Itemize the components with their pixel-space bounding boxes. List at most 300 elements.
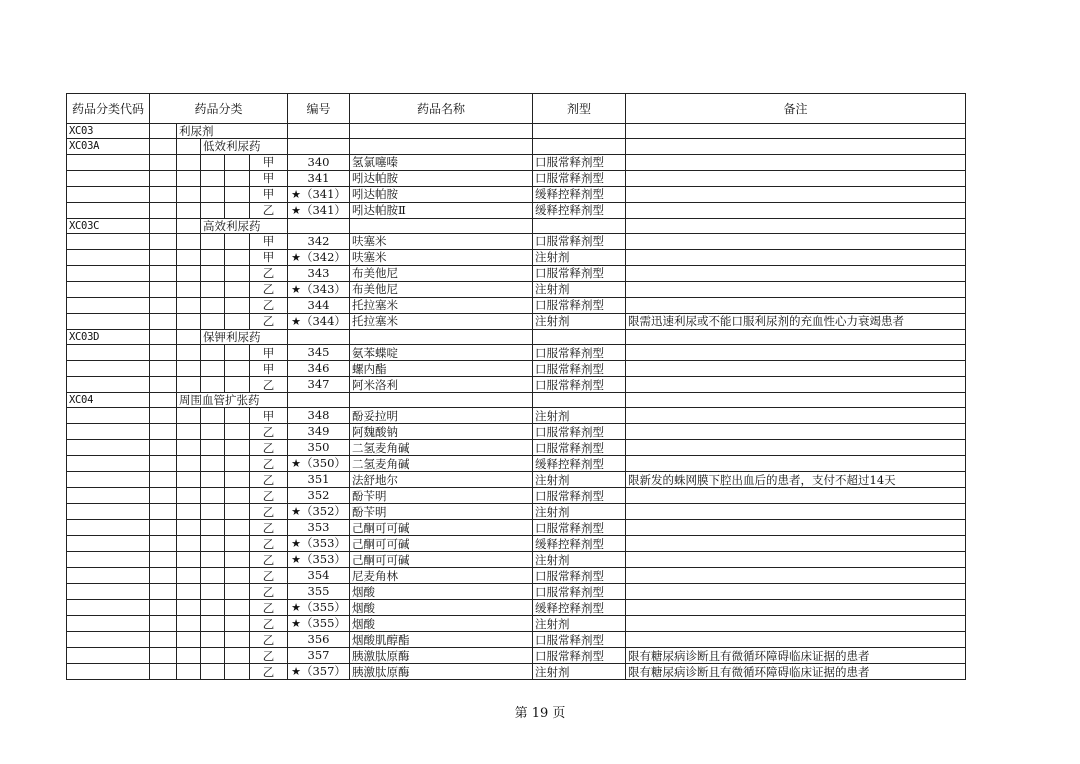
note-cell: 限有糖尿病诊断且有微循环障碍临床证据的患者 (626, 664, 966, 680)
indent-cell (225, 488, 250, 504)
number-cell (288, 186, 350, 202)
note-cell (626, 456, 966, 472)
indent-cell (225, 520, 250, 536)
drug-name: 吲达帕胺 (350, 186, 533, 202)
indent-cell (225, 472, 250, 488)
dosage-form: 注射剂 (533, 664, 626, 680)
form-cell (533, 124, 626, 139)
drug-name: 胰激肽原酶 (350, 664, 533, 680)
dosage-form: 口服常释剂型 (533, 377, 626, 393)
drug-name: 尼麦角林 (350, 568, 533, 584)
indent-cell (201, 154, 225, 170)
form-cell (533, 139, 626, 154)
number-cell (288, 632, 350, 648)
form-cell (533, 218, 626, 233)
table-row (67, 648, 966, 664)
grade-cell: 乙 (250, 472, 288, 488)
indent-cell (150, 472, 177, 488)
table-row (67, 552, 966, 568)
indent-cell (177, 186, 201, 202)
name-cell (350, 329, 533, 344)
indent-cell (150, 520, 177, 536)
indent-cell (201, 249, 225, 265)
dosage-form: 口服常释剂型 (533, 648, 626, 664)
drug-name: 吲达帕胺 (350, 170, 533, 186)
indent-cell (177, 440, 201, 456)
code-cell (67, 552, 150, 568)
indent-cell (177, 584, 201, 600)
number-cell (288, 520, 350, 536)
indent-cell (225, 233, 250, 249)
drug-number: 351 (307, 472, 330, 487)
indent-cell (201, 520, 225, 536)
dosage-form: 缓释控释剂型 (533, 536, 626, 552)
form-cell (533, 393, 626, 408)
dosage-form: 口服常释剂型 (533, 520, 626, 536)
star-icon: ★ (291, 203, 301, 217)
indent-cell (150, 584, 177, 600)
indent-cell (225, 648, 250, 664)
indent-cell (150, 393, 177, 408)
dosage-form: 口服常释剂型 (533, 154, 626, 170)
note-cell (626, 170, 966, 186)
header-drug-name: 药品名称 (350, 94, 533, 124)
indent-cell (225, 313, 250, 329)
indent-cell (225, 456, 250, 472)
drug-name: 托拉塞米 (350, 297, 533, 313)
drug-number: 347 (307, 377, 330, 392)
grade-cell: 乙 (250, 202, 288, 218)
grade-cell: 乙 (250, 281, 288, 297)
grade-cell: 乙 (250, 424, 288, 440)
number-cell (288, 552, 350, 568)
note-cell (626, 345, 966, 361)
grade-cell: 甲 (250, 361, 288, 377)
note-cell (626, 600, 966, 616)
indent-cell (201, 664, 225, 680)
drug-name: 呋塞米 (350, 249, 533, 265)
indent-cell (177, 600, 201, 616)
note-cell: 限新发的蛛网膜下腔出血后的患者，支付不超过14天 (626, 472, 966, 488)
drug-number: 345 (307, 345, 330, 360)
note-cell (626, 139, 966, 154)
code-cell (67, 584, 150, 600)
category-row (67, 139, 966, 154)
star-icon: ★ (291, 601, 301, 615)
indent-cell (225, 568, 250, 584)
indent-cell (150, 345, 177, 361)
drug-name: 酚苄明 (350, 488, 533, 504)
drug-name: 酚苄明 (350, 504, 533, 520)
name-cell (350, 139, 533, 154)
indent-cell (225, 345, 250, 361)
dosage-form: 缓释控释剂型 (533, 186, 626, 202)
note-cell (626, 504, 966, 520)
indent-cell (201, 472, 225, 488)
number-cell (288, 202, 350, 218)
drug-name: 布美他尼 (350, 265, 533, 281)
grade-cell: 乙 (250, 504, 288, 520)
indent-cell (225, 600, 250, 616)
drug-catalog-table (66, 93, 966, 680)
name-cell (350, 393, 533, 408)
indent-cell (150, 552, 177, 568)
dosage-form: 口服常释剂型 (533, 345, 626, 361)
drug-number: （341） (300, 202, 346, 217)
category-code: XC03A (67, 139, 150, 154)
grade-cell: 乙 (250, 648, 288, 664)
number-cell (288, 488, 350, 504)
indent-cell (177, 648, 201, 664)
note-cell (626, 536, 966, 552)
note-cell (626, 233, 966, 249)
table-row (67, 616, 966, 632)
grade-cell: 乙 (250, 584, 288, 600)
indent-cell (150, 139, 177, 154)
grade-cell: 乙 (250, 600, 288, 616)
code-cell (67, 536, 150, 552)
table-row (67, 377, 966, 393)
table-row (67, 600, 966, 616)
drug-number: 346 (307, 361, 330, 376)
code-cell (67, 170, 150, 186)
dosage-form: 注射剂 (533, 281, 626, 297)
drug-number: 354 (307, 568, 330, 583)
code-cell (67, 154, 150, 170)
drug-number: （355） (300, 616, 346, 631)
star-icon: ★ (291, 665, 301, 679)
note-cell (626, 186, 966, 202)
code-cell (67, 361, 150, 377)
indent-cell (150, 568, 177, 584)
indent-cell (201, 313, 225, 329)
code-cell (67, 249, 150, 265)
table-row (67, 361, 966, 377)
indent-cell (201, 632, 225, 648)
indent-cell (201, 456, 225, 472)
indent-cell (150, 377, 177, 393)
number-cell (288, 440, 350, 456)
indent-cell (201, 552, 225, 568)
dosage-form: 口服常释剂型 (533, 361, 626, 377)
indent-cell (177, 249, 201, 265)
indent-cell (177, 345, 201, 361)
indent-cell (177, 504, 201, 520)
grade-cell: 甲 (250, 154, 288, 170)
code-cell (67, 504, 150, 520)
indent-cell (177, 218, 201, 233)
table-row (67, 265, 966, 281)
drug-number: 343 (307, 265, 330, 280)
grade-cell: 甲 (250, 170, 288, 186)
indent-cell (150, 249, 177, 265)
note-cell: 限需迅速利尿或不能口服利尿剂的充血性心力衰竭患者 (626, 313, 966, 329)
indent-cell (177, 552, 201, 568)
indent-cell (225, 377, 250, 393)
dosage-form: 注射剂 (533, 313, 626, 329)
drug-name: 二氢麦角碱 (350, 456, 533, 472)
code-cell (67, 408, 150, 424)
name-cell (350, 218, 533, 233)
grade-cell: 甲 (250, 345, 288, 361)
indent-cell (201, 170, 225, 186)
table-row (67, 345, 966, 361)
number-cell (288, 393, 350, 408)
code-cell (67, 456, 150, 472)
drug-name: 氨苯蝶啶 (350, 345, 533, 361)
indent-cell (177, 139, 201, 154)
indent-cell (150, 170, 177, 186)
indent-cell (150, 488, 177, 504)
note-cell (626, 281, 966, 297)
code-cell (67, 632, 150, 648)
drug-number: 340 (307, 154, 330, 169)
indent-cell (225, 297, 250, 313)
indent-cell (177, 265, 201, 281)
code-cell (67, 472, 150, 488)
number-cell (288, 616, 350, 632)
table-row (67, 249, 966, 265)
drug-number: 352 (307, 488, 330, 503)
dosage-form: 缓释控释剂型 (533, 600, 626, 616)
indent-cell (150, 313, 177, 329)
table-body (67, 124, 966, 680)
drug-name: 阿米洛利 (350, 377, 533, 393)
drug-number: （344） (300, 313, 346, 328)
table-row (67, 536, 966, 552)
table-row (67, 584, 966, 600)
dosage-form: 缓释控释剂型 (533, 202, 626, 218)
drug-name: 二氢麦角碱 (350, 440, 533, 456)
drug-number: （355） (300, 600, 346, 615)
indent-cell (201, 408, 225, 424)
table-row (67, 233, 966, 249)
indent-cell (225, 536, 250, 552)
indent-cell (201, 648, 225, 664)
header-dosage-form: 剂型 (533, 94, 626, 124)
star-icon: ★ (291, 282, 301, 296)
indent-cell (150, 154, 177, 170)
category-row (67, 218, 966, 233)
header-note: 备注 (626, 94, 966, 124)
indent-cell (150, 440, 177, 456)
indent-cell (201, 265, 225, 281)
number-cell (288, 504, 350, 520)
number-cell (288, 456, 350, 472)
dosage-form: 注射剂 (533, 504, 626, 520)
indent-cell (177, 568, 201, 584)
table-row (67, 440, 966, 456)
indent-cell (150, 664, 177, 680)
indent-cell (225, 154, 250, 170)
indent-cell (150, 648, 177, 664)
table-row (67, 202, 966, 218)
star-icon: ★ (291, 537, 301, 551)
drug-number: （343） (300, 281, 346, 296)
drug-number: 357 (307, 648, 330, 663)
code-cell (67, 281, 150, 297)
indent-cell (177, 329, 201, 344)
dosage-form: 口服常释剂型 (533, 297, 626, 313)
drug-number: 344 (307, 297, 330, 312)
indent-cell (150, 202, 177, 218)
table-row (67, 313, 966, 329)
code-cell (67, 648, 150, 664)
indent-cell (225, 170, 250, 186)
indent-cell (150, 124, 177, 139)
dosage-form: 注射剂 (533, 616, 626, 632)
indent-cell (150, 218, 177, 233)
number-cell (288, 345, 350, 361)
header-number: 编号 (288, 94, 350, 124)
indent-cell (150, 632, 177, 648)
category-row (67, 393, 966, 408)
indent-cell (225, 504, 250, 520)
indent-cell (225, 361, 250, 377)
grade-cell: 乙 (250, 440, 288, 456)
form-cell (533, 329, 626, 344)
number-cell (288, 377, 350, 393)
indent-cell (201, 488, 225, 504)
table-row (67, 154, 966, 170)
drug-number: （353） (300, 552, 346, 567)
indent-cell (150, 424, 177, 440)
indent-cell (225, 632, 250, 648)
indent-cell (201, 568, 225, 584)
indent-cell (177, 664, 201, 680)
indent-cell (201, 600, 225, 616)
number-cell (288, 568, 350, 584)
grade-cell: 乙 (250, 265, 288, 281)
indent-cell (201, 440, 225, 456)
indent-cell (150, 297, 177, 313)
category-code: XC03D (67, 329, 150, 344)
indent-cell (201, 186, 225, 202)
note-cell (626, 552, 966, 568)
number-cell (288, 297, 350, 313)
category-code: XC03C (67, 218, 150, 233)
star-icon: ★ (291, 505, 301, 519)
drug-number: 342 (307, 233, 330, 248)
number-cell (288, 584, 350, 600)
code-cell (67, 568, 150, 584)
code-cell (67, 664, 150, 680)
indent-cell (201, 616, 225, 632)
grade-cell: 乙 (250, 488, 288, 504)
note-cell (626, 297, 966, 313)
indent-cell (177, 520, 201, 536)
header-code: 药品分类代码 (67, 94, 150, 124)
grade-cell: 甲 (250, 186, 288, 202)
indent-cell (225, 281, 250, 297)
drug-name: 己酮可可碱 (350, 552, 533, 568)
number-cell (288, 664, 350, 680)
number-cell (288, 218, 350, 233)
note-cell (626, 329, 966, 344)
table-row (67, 504, 966, 520)
indent-cell (225, 440, 250, 456)
drug-name: 布美他尼 (350, 281, 533, 297)
note-cell (626, 488, 966, 504)
indent-cell (225, 265, 250, 281)
dosage-form: 口服常释剂型 (533, 584, 626, 600)
indent-cell (201, 202, 225, 218)
indent-cell (225, 408, 250, 424)
indent-cell (177, 297, 201, 313)
indent-cell (150, 456, 177, 472)
category-label: 周围血管扩张药 (177, 393, 288, 408)
note-cell (626, 632, 966, 648)
drug-name: 胰激肽原酶 (350, 648, 533, 664)
drug-name: 呋塞米 (350, 233, 533, 249)
indent-cell (177, 424, 201, 440)
code-cell (67, 424, 150, 440)
indent-cell (177, 632, 201, 648)
code-cell (67, 233, 150, 249)
drug-number: （350） (300, 456, 346, 471)
dosage-form: 口服常释剂型 (533, 568, 626, 584)
drug-number: （352） (300, 504, 346, 519)
grade-cell: 甲 (250, 249, 288, 265)
number-cell (288, 154, 350, 170)
dosage-form: 注射剂 (533, 249, 626, 265)
grade-cell: 乙 (250, 568, 288, 584)
grade-cell: 乙 (250, 313, 288, 329)
indent-cell (177, 361, 201, 377)
grade-cell: 乙 (250, 520, 288, 536)
code-cell (67, 345, 150, 361)
indent-cell (177, 281, 201, 297)
star-icon: ★ (291, 250, 301, 264)
dosage-form: 口服常释剂型 (533, 233, 626, 249)
indent-cell (150, 233, 177, 249)
indent-cell (201, 281, 225, 297)
dosage-form: 注射剂 (533, 408, 626, 424)
category-row (67, 124, 966, 139)
table-row (67, 520, 966, 536)
indent-cell (225, 249, 250, 265)
number-cell (288, 408, 350, 424)
drug-name: 烟酸肌醇酯 (350, 632, 533, 648)
note-cell (626, 265, 966, 281)
drug-name: 烟酸 (350, 584, 533, 600)
name-cell (350, 124, 533, 139)
note-cell (626, 202, 966, 218)
table-row (67, 297, 966, 313)
number-cell (288, 124, 350, 139)
table-row (67, 408, 966, 424)
indent-cell (201, 504, 225, 520)
grade-cell: 乙 (250, 552, 288, 568)
drug-number: 353 (307, 520, 330, 535)
indent-cell (177, 616, 201, 632)
indent-cell (201, 233, 225, 249)
number-cell (288, 600, 350, 616)
drug-name: 酚妥拉明 (350, 408, 533, 424)
table-row (67, 186, 966, 202)
number-cell (288, 472, 350, 488)
number-cell (288, 265, 350, 281)
table-row (67, 632, 966, 648)
code-cell (67, 186, 150, 202)
indent-cell (177, 408, 201, 424)
drug-name: 烟酸 (350, 616, 533, 632)
indent-cell (201, 345, 225, 361)
indent-cell (225, 424, 250, 440)
star-icon: ★ (291, 617, 301, 631)
drug-name: 己酮可可碱 (350, 536, 533, 552)
drug-number: 350 (307, 440, 330, 455)
